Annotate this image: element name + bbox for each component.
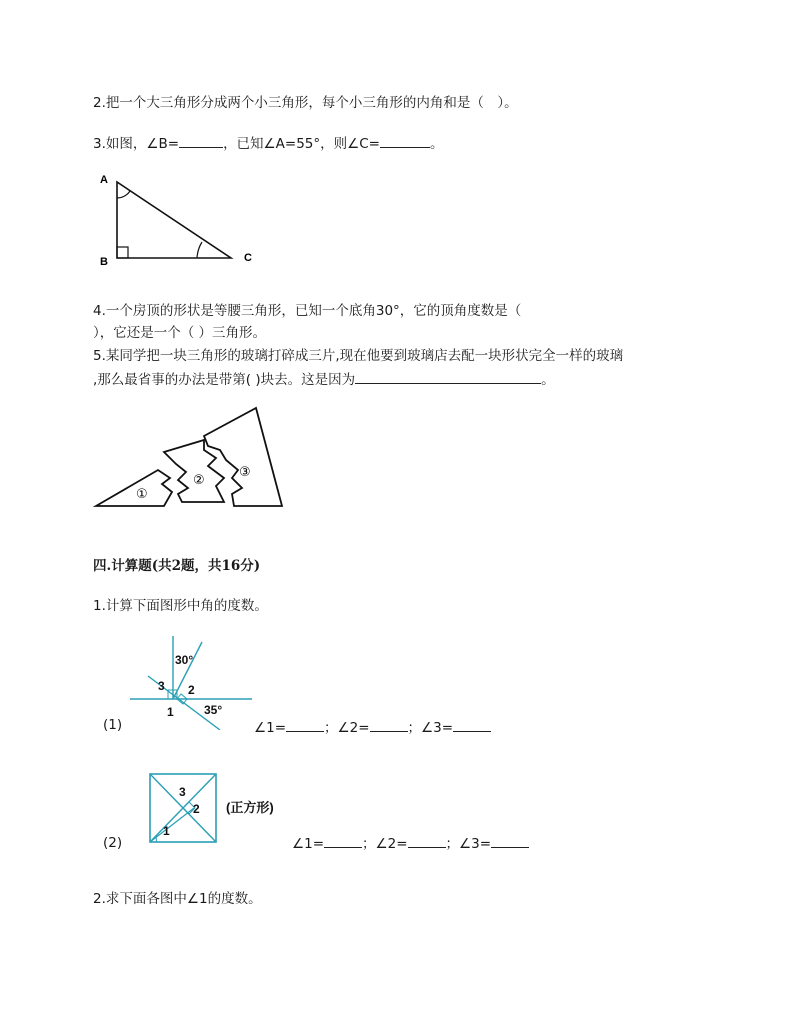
calc-question-2-text: 2.求下面各图中∠1的度数。 xyxy=(93,891,262,907)
calc-question-1-text: 1.计算下面图形中角的度数。 xyxy=(93,598,268,614)
square-angle-label-2: 2 xyxy=(193,802,200,816)
question-3 xyxy=(93,134,443,153)
square-angle-label-1: 1 xyxy=(163,824,170,838)
question-2-text: 2.把一个大三角形分成两个小三角形，每个小三角形的内角和是（ ）。 xyxy=(93,95,518,111)
question-4-text-2: ），它还是一个（ ）三角形。 xyxy=(93,325,267,341)
answer-blank-sub2-angle1[interactable] xyxy=(324,834,362,848)
answer-blank-sub1-angle3[interactable] xyxy=(453,718,491,732)
question-5-text-3: 。 xyxy=(541,372,555,388)
calc-question-1 xyxy=(93,597,268,615)
sub2-angle1-label: ∠1= xyxy=(292,836,325,852)
sub-question-2-answers xyxy=(292,834,529,853)
triangle-abc xyxy=(117,182,231,258)
square-figure xyxy=(136,768,296,848)
question-4-text-1: 4.一个房顶的形状是等腰三角形，已知一个底角30°，它的顶角度数是（ xyxy=(93,303,522,319)
question-4-line-1 xyxy=(93,302,521,320)
answer-blank-angle-b[interactable] xyxy=(179,134,223,148)
answer-blank-sub2-angle2[interactable] xyxy=(408,834,446,848)
section-heading-text: 四.计算题(共2题，共16分) xyxy=(93,558,261,574)
angle-c-arc xyxy=(197,242,202,258)
right-angle-mark xyxy=(117,247,128,258)
sub-question-2-marker xyxy=(103,834,122,852)
angle-label-3: 3 xyxy=(158,679,165,693)
piece-label-1: ① xyxy=(136,486,148,501)
sub-question-2-marker-text: (2) xyxy=(103,835,123,851)
vertex-label-b: B xyxy=(100,256,108,268)
sub1-angle3-label: ；∠3= xyxy=(407,720,454,736)
question-3-part1: 3.如图，∠B= xyxy=(93,136,180,152)
answer-blank-reason[interactable] xyxy=(355,370,541,384)
calc-question-2 xyxy=(93,890,262,908)
sub-question-1-marker xyxy=(103,716,122,734)
answer-blank-sub2-angle3[interactable] xyxy=(491,834,529,848)
question-5-line-2 xyxy=(93,370,555,389)
answer-blank-sub1-angle1[interactable] xyxy=(286,718,324,732)
angle-label-30: 30° xyxy=(175,653,194,667)
angle-1-arc xyxy=(155,836,156,842)
question-3-part3: 。 xyxy=(429,136,444,152)
vertex-label-a: A xyxy=(100,174,108,186)
angle-label-1: 1 xyxy=(167,705,174,719)
answer-blank-angle-c[interactable] xyxy=(380,134,430,148)
sub-question-1-answers xyxy=(254,718,491,737)
question-5-text-2: ,那么最省事的办法是带第( )块去。这是因为 xyxy=(93,372,356,388)
angle-a-arc xyxy=(117,191,130,198)
question-4-line-2 xyxy=(93,324,266,342)
piece-label-3: ③ xyxy=(239,464,251,479)
right-triangle-figure xyxy=(94,168,274,278)
question-5-text-1: 5.某同学把一块三角形的玻璃打碎成三片,现在他要到玻璃店去配一块形状完全一样的玻璃 xyxy=(93,348,624,364)
angles-figure-1 xyxy=(130,636,254,730)
square-note: (正方形) xyxy=(226,800,274,815)
vertex-label-c: C xyxy=(244,252,252,264)
question-2 xyxy=(93,94,518,112)
sub1-angle1-label: ∠1= xyxy=(254,720,287,736)
question-3-part2: ，已知∠A=55°，则∠C= xyxy=(223,136,380,152)
sub-question-1-marker-text: (1) xyxy=(103,717,123,733)
sub2-angle2-label: ；∠2= xyxy=(362,836,408,852)
angle-label-35: 35° xyxy=(204,703,223,717)
sub2-angle3-label: ；∠3= xyxy=(445,836,492,852)
answer-blank-sub1-angle2[interactable] xyxy=(370,718,408,732)
sub1-angle2-label: ；∠2= xyxy=(324,720,370,736)
question-5-line-1 xyxy=(93,347,623,365)
angle-label-2: 2 xyxy=(188,683,195,697)
glass-piece-1 xyxy=(96,470,172,506)
section-heading xyxy=(93,557,260,575)
broken-glass-figure xyxy=(92,402,292,512)
square-angle-label-3: 3 xyxy=(179,785,186,799)
piece-label-2: ② xyxy=(193,472,205,487)
glass-piece-2 xyxy=(164,440,224,502)
